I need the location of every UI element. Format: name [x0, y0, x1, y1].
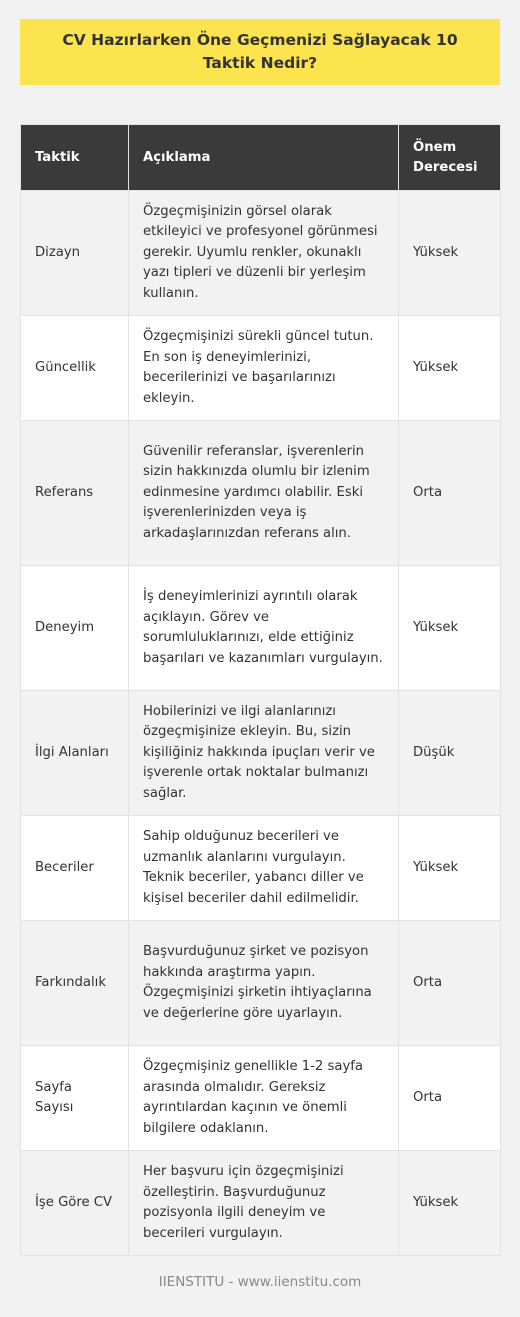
cell-importance: Orta [399, 921, 501, 1046]
cell-importance: Yüksek [399, 316, 501, 421]
cell-importance: Düşük [399, 691, 501, 816]
cell-importance: Yüksek [399, 1151, 501, 1256]
header-importance: Önem Derecesi [399, 125, 501, 191]
cell-description: Özgeçmişinizin görsel olarak etkileyici ve profesyonel görünmesi gerekir. Uyumlu renkler, okunaklı yazı tipleri ve düzenli bir yerleşim kullanın. [129, 191, 399, 316]
cell-tactic: Sayfa Sayısı [21, 1046, 129, 1151]
cell-description: Sahip olduğunuz becerileri ve uzmanlık alanlarını vurgulayın. Teknik beceriler, yabancı diller ve kişisel beceriler dahil edilmelidir. [129, 816, 399, 921]
cell-tactic: Referans [21, 421, 129, 566]
table-row [21, 816, 501, 921]
table-row [21, 1151, 501, 1256]
cell-description: İş deneyimlerinizi ayrıntılı olarak açıklayın. Görev ve sorumluluklarınızı, elde ettiğiniz başarıları ve kazanımları vurgulayın. [129, 566, 399, 691]
cell-importance: Orta [399, 1046, 501, 1151]
title-banner [20, 19, 500, 85]
cell-description: Güvenilir referanslar, işverenlerin sizin hakkınızda olumlu bir izlenim edinmesine yardımcı olabilir. Eski işverenlerinizden veya iş arkadaşlarınızdan referans alın. [129, 421, 399, 566]
cell-importance: Yüksek [399, 566, 501, 691]
header-description: Açıklama [129, 125, 399, 191]
table-row [21, 316, 501, 421]
table-row [21, 566, 501, 691]
table-header-row [21, 125, 501, 191]
table-row [21, 191, 501, 316]
cell-description: Özgeçmişinizi sürekli güncel tutun. En son iş deneyimlerinizi, becerilerinizi ve başarılarınızı ekleyin. [129, 316, 399, 421]
cell-tactic: Beceriler [21, 816, 129, 921]
cell-importance: Yüksek [399, 191, 501, 316]
cell-description: Başvurduğunuz şirket ve pozisyon hakkında araştırma yapın. Özgeçmişinizi şirketin ihtiyaçlarına ve değerlerine göre uyarlayın. [129, 921, 399, 1046]
header-tactic: Taktik [21, 125, 129, 191]
cell-tactic: İşe Göre CV [21, 1151, 129, 1256]
tactics-table [20, 124, 501, 1256]
cell-importance: Orta [399, 421, 501, 566]
table-row [21, 421, 501, 566]
cell-description: Her başvuru için özgeçmişinizi özelleştirin. Başvurduğunuz pozisyonla ilgili deneyim ve becerileri vurgulayın. [129, 1151, 399, 1256]
cell-description: Özgeçmişiniz genellikle 1-2 sayfa arasında olmalıdır. Gereksiz ayrıntılardan kaçının ve önemli bilgilere odaklanın. [129, 1046, 399, 1151]
cell-importance: Yüksek [399, 816, 501, 921]
footer-credit: IIENSTITU - www.iienstitu.com [158, 1274, 362, 1290]
cell-tactic: Güncellik [21, 316, 129, 421]
cell-tactic: İlgi Alanları [21, 691, 129, 816]
cell-description: Hobilerinizi ve ilgi alanlarınızı özgeçmişinize ekleyin. Bu, sizin kişiliğiniz hakkında ipuçları verir ve işverenle ortak noktalar bulmanızı sağlar. [129, 691, 399, 816]
cell-tactic: Dizayn [21, 191, 129, 316]
page-title: CV Hazırlarken Öne Geçmenizi Sağlayacak 10 Taktik Nedir? [62, 31, 458, 72]
cell-tactic: Deneyim [21, 566, 129, 691]
table-row [21, 921, 501, 1046]
table-row [21, 1046, 501, 1151]
cell-tactic: Farkındalık [21, 921, 129, 1046]
table-row [21, 691, 501, 816]
